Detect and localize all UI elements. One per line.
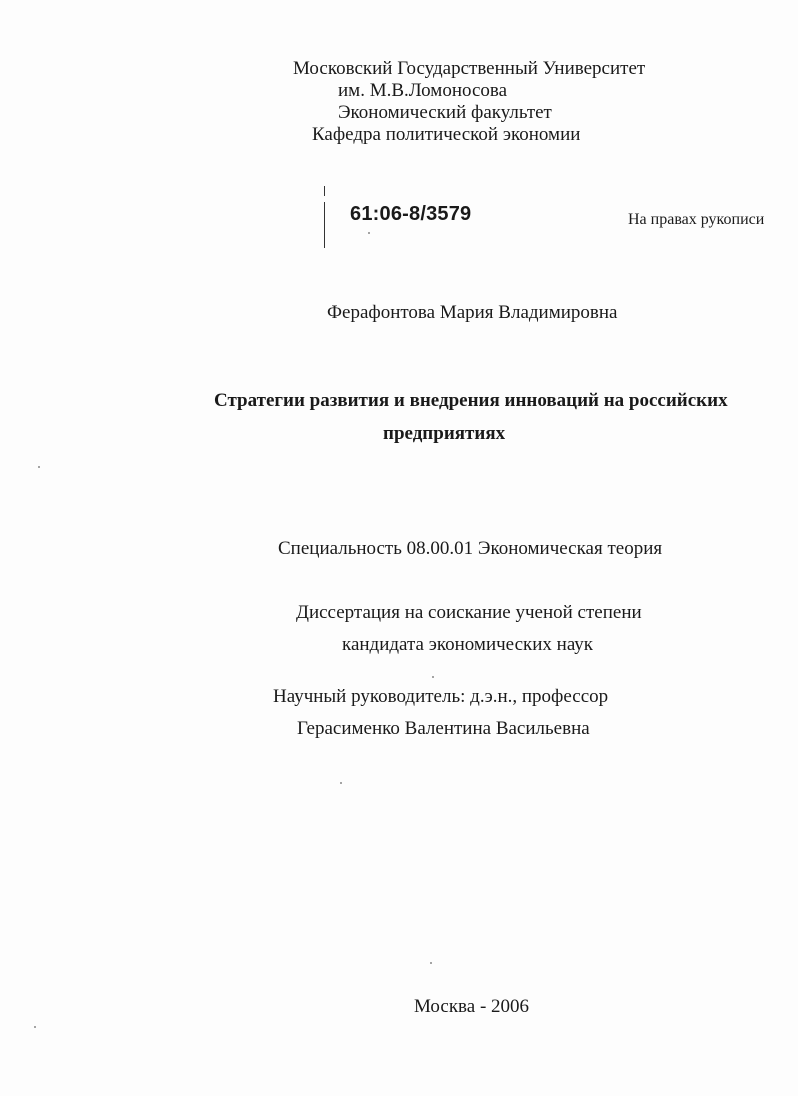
degree-line-2: кандидата экономических наук <box>342 634 594 655</box>
specialty: Специальность 08.00.01 Экономическая теория <box>278 538 663 559</box>
dissertation-title-line-2: предприятиях <box>383 423 506 444</box>
scan-speck <box>38 466 40 468</box>
faculty-name: Экономический факультет <box>338 102 552 123</box>
university-name: Московский Государственный Университет <box>293 58 646 79</box>
stamp-margin-mark <box>324 202 325 248</box>
stamp-margin-mark <box>324 186 325 196</box>
scan-speck <box>34 1026 36 1028</box>
department-name: Кафедра политической экономии <box>312 124 581 145</box>
dissertation-title-line-1: Стратегии развития и внедрения инноваций на российских <box>214 390 728 411</box>
author-name: Ферафонтова Мария Владимировна <box>327 302 618 323</box>
scan-speck <box>432 676 434 678</box>
rights-note: На правах рукописи <box>628 211 765 228</box>
supervisor-name: Герасименко Валентина Васильевна <box>297 718 590 739</box>
place-and-year: Москва - 2006 <box>414 996 530 1017</box>
library-stamp-code: 61:06-8/3579 <box>350 203 472 225</box>
university-named-after: им. М.В.Ломоносова <box>338 80 508 101</box>
scan-speck <box>368 232 370 234</box>
supervisor-title: Научный руководитель: д.э.н., профессор <box>273 686 609 707</box>
scan-speck <box>430 962 432 964</box>
scan-speck <box>340 782 342 784</box>
degree-line-1: Диссертация на соискание ученой степени <box>296 602 642 623</box>
